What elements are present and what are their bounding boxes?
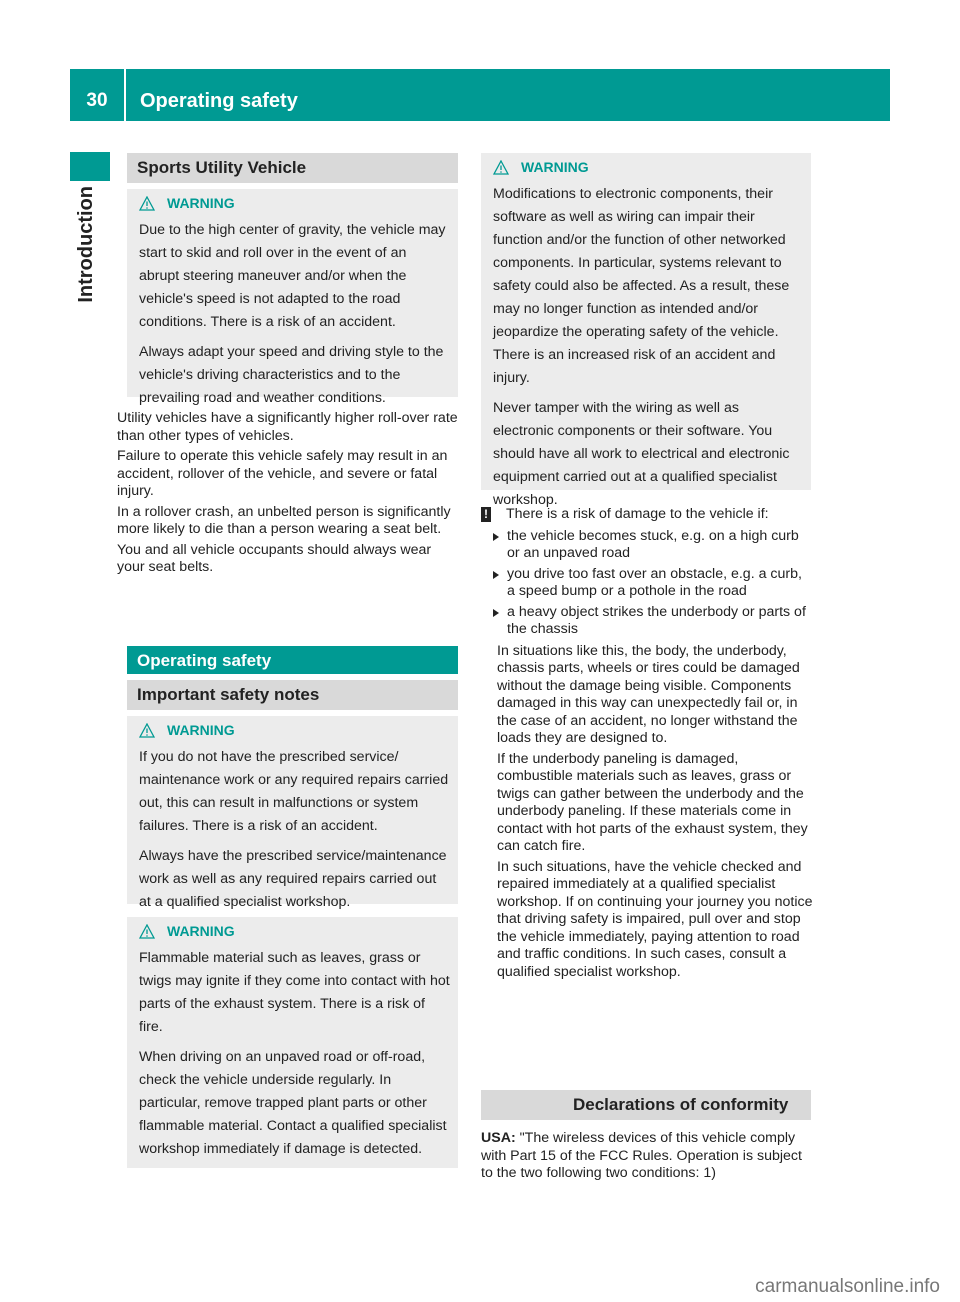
warning-text: Flammable material such as leaves, grass or twigs may ignite if they come into contact with hot parts of the exhaust system. There is a risk of fire. [139,950,450,1035]
page-title: Operating safety [140,89,298,112]
list-item: you drive too fast over an obstacle, e.g. a curb, a speed bump or a pothole in the road [481,566,813,601]
conformity-heading: Declarations of conformity [481,1090,811,1120]
watermark: carmanualsonline.info [755,1276,940,1297]
suv-body [117,410,460,580]
warning-triangle-icon [139,723,155,738]
paragraph: You and all vehicle occupants should always wear your seat belts. [117,541,432,575]
warning-box-maintenance [127,716,458,910]
subsection-heading-safety-notes: Important safety notes [127,680,458,710]
warning-triangle-icon [139,196,155,211]
conformity-body [481,1130,813,1186]
warning-text: When driving on an unpaved road or off-road, check the vehicle underside regularly. In particular, remove trapped plant parts or other flammable material. Contact a qualified specialist workshop immediately if damage is detected. [139,1049,447,1157]
warning-text: Due to the high center of gravity, the vehicle may start to skid and roll over in the event of an abrupt steering maneuver and/or when the vehicle's speed is not adapted to the road conditions. There is a risk of an accident. [139,222,446,330]
warning-title: WARNING [139,923,450,939]
paragraph: In situations like this, the body, the underbody, chassis parts, wheels or tires could be damaged without the damage being visible. Components damaged in this way can unexpectedly fail or, in the case of an accident, no longer withstand the loads they are designed to. [497,642,800,746]
warning-title: WARNING [493,159,803,175]
section-heading-operating-safety: Operating safety [127,646,458,674]
warning-title: WARNING [139,195,450,211]
damage-bullet-list [481,528,813,639]
side-tab-label: Introduction [75,186,97,303]
notice-exclamation-icon: ! [481,507,491,522]
page-number: 30 [70,69,126,121]
warning-box-rollover [127,189,458,406]
warning-text: Never tamper with the wiring as well as electronic components or their software. You should have all work to electrical and electronic equipment carried out at a qualified specialist workshop. [493,400,790,508]
warning-text: Modifications to electronic components, their software as well as wiring can impair their function and/or the function of other networked components. In particular, systems relevant to safety could also be affected. As a result, these may no longer function as intended and/or jeopardize the operating safety of the vehicle. There is an increased risk of an accident and injury. [493,186,790,386]
suv-heading: Sports Utility Vehicle [127,153,458,183]
list-item: the vehicle becomes stuck, e.g. on a high curb or an unpaved road [481,528,813,563]
warning-text: Always adapt your speed and driving style to the vehicle's driving characteristics and to the prevailing road and weather conditions. [139,344,444,406]
paragraph: Failure to operate this vehicle safely may result in an accident, rollover of the vehicle, and severe or fatal injury. [117,448,448,499]
warning-text: Always have the prescribed service/maintenance work as well as any required repairs carried out at a qualified specialist workshop. [139,848,447,910]
notice-intro: ! There is a risk of damage to the vehicle if: [481,506,813,524]
warning-title: WARNING [139,722,450,738]
usa-label: USA: [481,1130,516,1146]
paragraph: In a rollover crash, an unbelted person is significantly more likely to die than a person wearing a seat belt. [117,503,451,537]
warning-text: If you do not have the prescribed service/ maintenance work or any required repairs carried out, this can result in malfunctions or system failures. There is a risk of an accident. [139,749,449,834]
paragraph: If the underbody paneling is damaged, combustible materials such as leaves, grass or twigs can gather between the underbody and the underbody paneling. If these materials come in contact with hot parts of the exhaust system, they can catch fire. [497,750,808,854]
usa-text: "The wireless devices of this vehicle comply with Part 15 of the FCC Rules. Operation is subject to the two following two conditions: 1) [481,1130,802,1181]
paragraph: Utility vehicles have a significantly higher roll-over rate than other types of vehicles. [117,410,458,444]
warning-triangle-icon [493,160,509,175]
warning-triangle-icon [139,924,155,939]
warning-box-fire [127,917,458,1168]
notice-paragraphs [481,643,813,982]
list-item: a heavy object strikes the underbody or parts of the chassis [481,604,813,639]
damage-notice [481,506,813,984]
paragraph: In such situations, have the vehicle checked and repaired immediately at a qualified specialist workshop. If on continuing your journey you notice that driving safety is impaired, pull over and stop the vehicle immediately, paying attention to road and traffic conditions. In such cases, consult a qualified specialist workshop. [497,858,813,980]
side-tab-marker [70,152,110,181]
page-header [70,69,890,121]
warning-box-electronics [481,153,811,508]
